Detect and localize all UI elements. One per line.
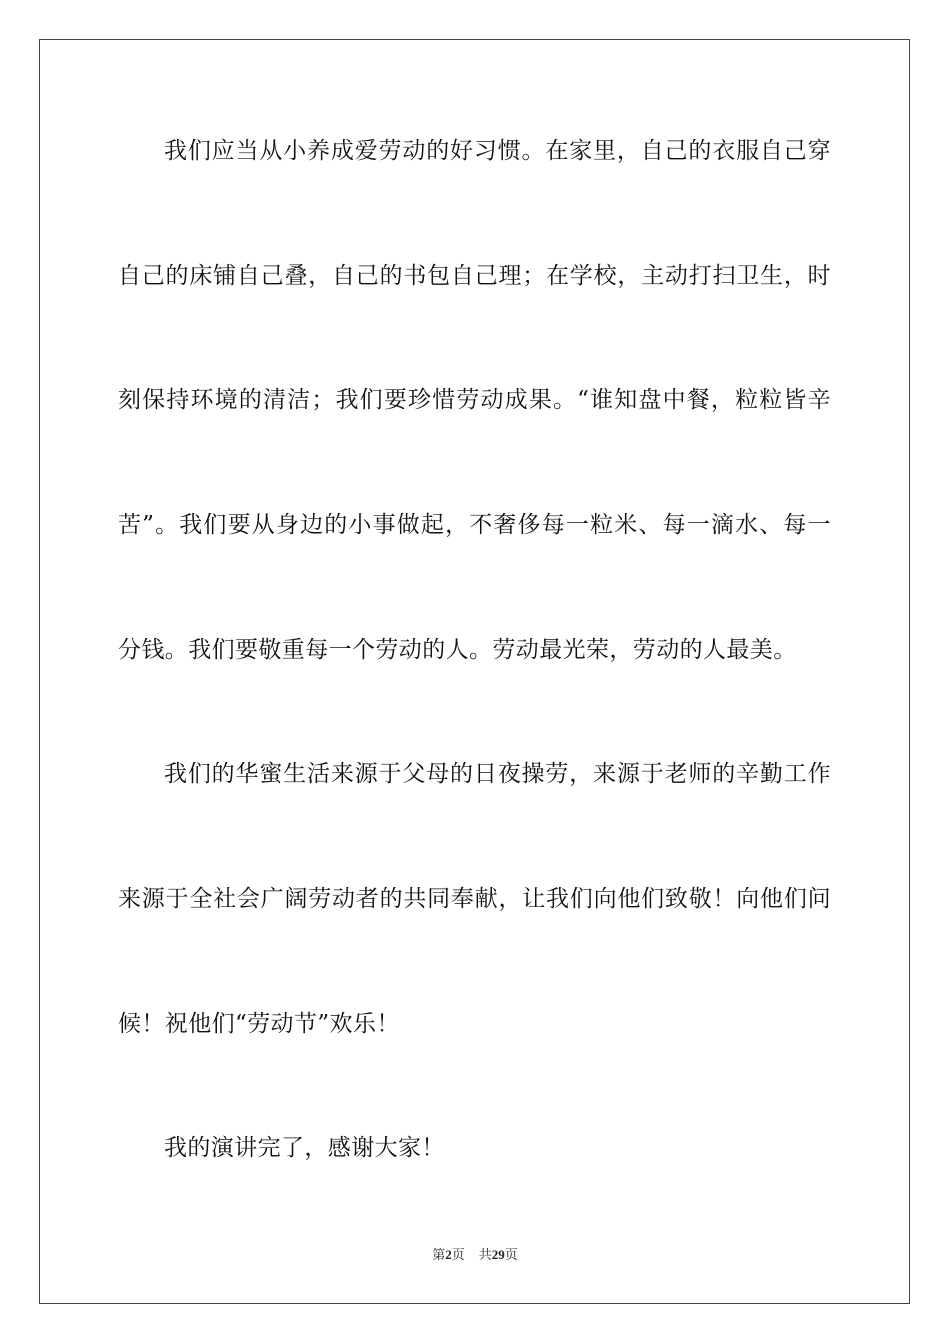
- total-prefix: 共: [478, 1248, 492, 1263]
- page-suffix: 页: [451, 1248, 465, 1263]
- paragraph-2-line-1: 我们的华蜜生活来源于父母的日夜操劳，来源于老师的辛勤工作: [164, 761, 831, 787]
- page-border: [39, 39, 910, 1304]
- total-pages: 29: [491, 1247, 505, 1262]
- paragraph-2-line-3: 候！祝他们“劳动节”欢乐！: [118, 1011, 400, 1037]
- page-footer: [0, 1246, 950, 1265]
- paragraph-3-line-1: 我的演讲完了，感谢大家！: [164, 1135, 445, 1161]
- paragraph-1-line-2: 自己的床铺自己叠，自己的书包自己理；在学校，主动打扫卫生，时: [118, 263, 831, 289]
- page-prefix: 第: [432, 1248, 446, 1263]
- paragraph-1-line-3: 刻保持环境的清洁；我们要珍惜劳动成果。“谁知盘中餐，粒粒皆辛: [118, 387, 831, 413]
- paragraph-2-line-2: 来源于全社会广阔劳动者的共同奉献，让我们向他们致敬！向他们问: [118, 886, 831, 912]
- total-suffix: 页: [504, 1248, 518, 1263]
- paragraph-1-line-4: 苦”。我们要从身边的小事做起，不奢侈每一粒米、每一滴水、每一: [118, 512, 831, 538]
- paragraph-1-line-5: 分钱。我们要敬重每一个劳动的人。劳动最光荣，劳动的人最美。: [118, 637, 797, 663]
- page-number: 2: [445, 1247, 452, 1262]
- paragraph-1-line-1: 我们应当从小养成爱劳动的好习惯。在家里，自己的衣服自己穿: [164, 138, 831, 164]
